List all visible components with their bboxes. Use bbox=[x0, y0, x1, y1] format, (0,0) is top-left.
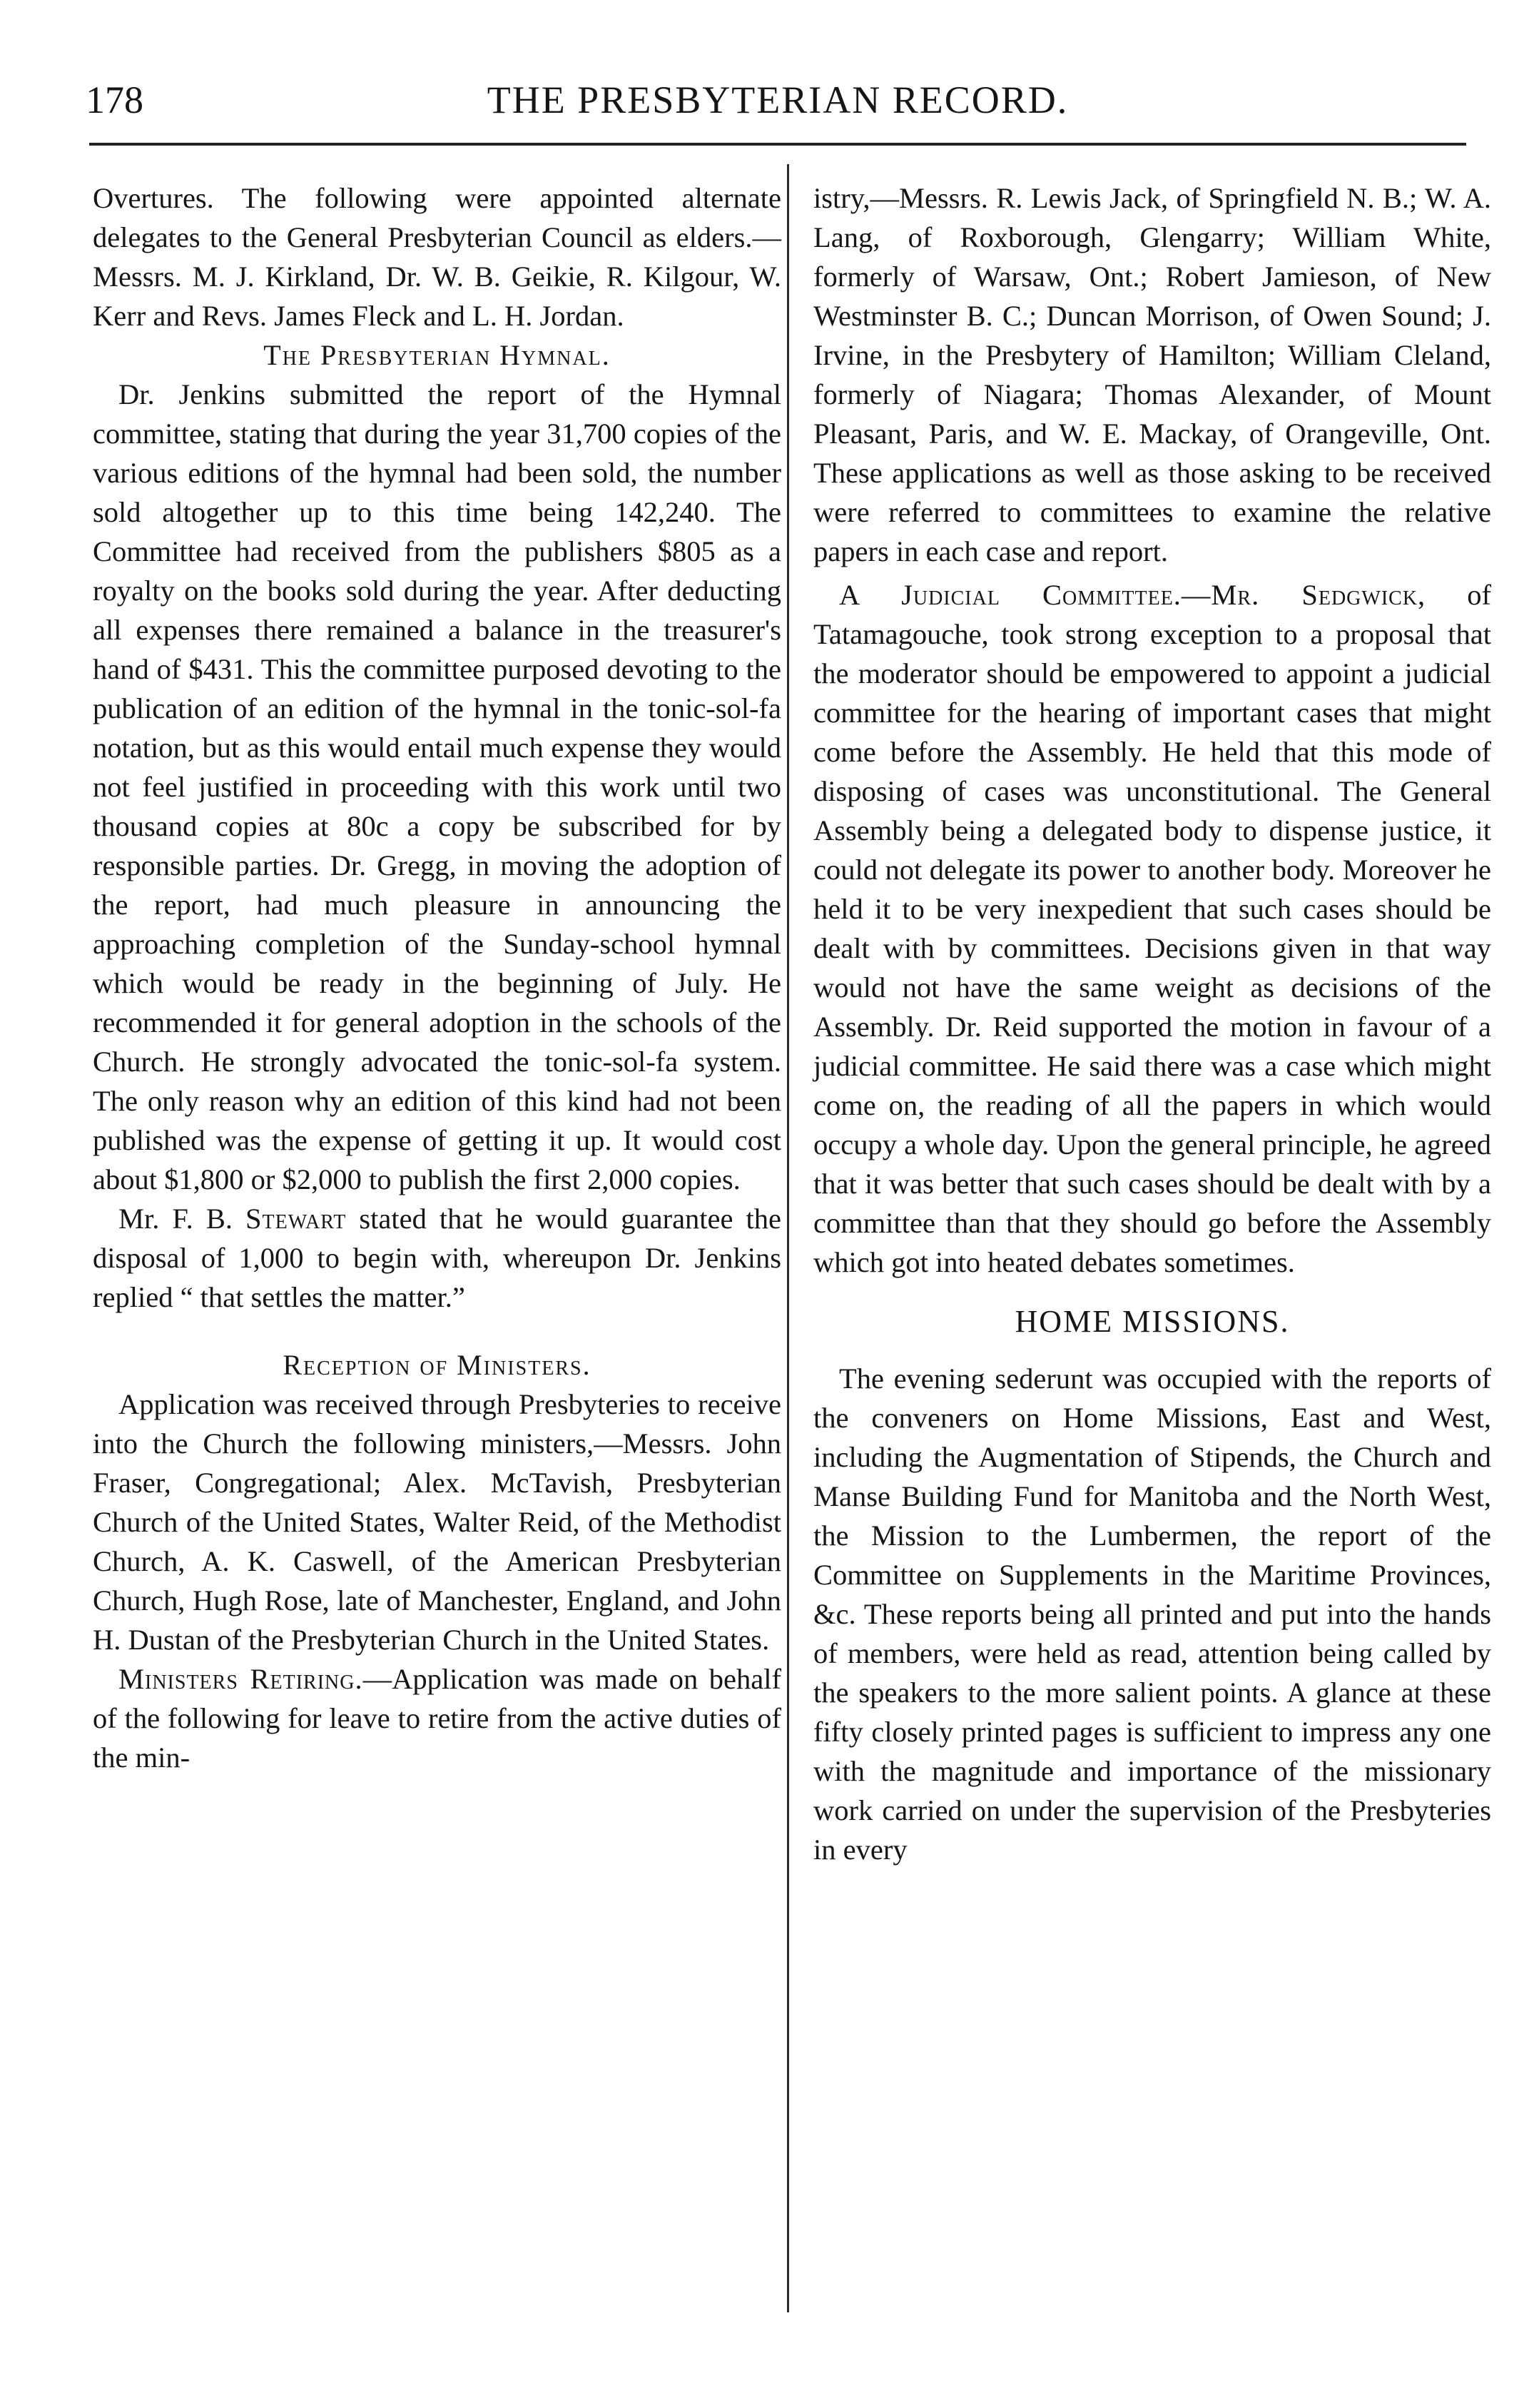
home-missions-paragraph: The evening sederunt was occupied with the reports of the conveners on Home Missions, East and West, including the Augmentation of Stipends, the Church and Manse Building Fund for Manitoba and the North West, the Mission to the Lumbermen, the report of the Committee on Supplements in the Maritime Provinces, &c. These reports being all printed and put into the hands of members, were held as read, attention being called by the speakers to the more salient points. A glance at these fifty closely printed pages is sufficient to impress any one with the magnitude and importance of the missionary work carried on under the supervision of the Presbyteries in every bbox=[813, 1362, 1491, 1866]
stewart-rest: stated that he would guarantee the disposal of 1,000 to begin with, whereupon Dr. Jenkins replied “ that settles the matter.” bbox=[93, 1203, 781, 1313]
header-rule bbox=[89, 143, 1466, 146]
home-missions-heading: HOME MISSIONS. bbox=[1015, 1304, 1290, 1339]
judicial-committee-lead: A Judicial Committee. bbox=[839, 579, 1182, 611]
hymnal-heading: The Presbyterian Hymnal. bbox=[263, 339, 611, 371]
column-rule bbox=[787, 164, 789, 2312]
ministers-retiring-lead: Ministers Retiring. bbox=[118, 1663, 363, 1695]
right-column bbox=[813, 178, 1491, 1869]
stewart-lead: Mr. F. B. bbox=[118, 1203, 233, 1235]
stewart-name: Stewart bbox=[245, 1203, 347, 1235]
ministers-retiring-paragraph bbox=[93, 1659, 781, 1777]
ministry-continuation-paragraph: istry,—Messrs. R. Lewis Jack, of Springfield N. B.; W. A. Lang, of Roxborough, Glengarry; William White, formerly of Warsaw, Ont.; Robert Jamieson, of New Westminster B. C.; Duncan Morrison, of Owen Sound; J. Irvine, in the Presbytery of Hamilton; William Cleland, formerly of Niagara; Thomas Alexander, of Mount Pleasant, Paris, and W. E. Mackay, of Orangeville, Ont. These applications as well as those asking to be received were referred to committees to examine the relative papers in each case and report. bbox=[813, 182, 1491, 567]
running-title: THE PRESBYTERIAN RECORD. bbox=[487, 79, 1069, 121]
reception-heading: Reception of Ministers. bbox=[283, 1349, 591, 1381]
judicial-committee-paragraph bbox=[813, 575, 1491, 1282]
page-number: 178 bbox=[86, 79, 143, 121]
left-column bbox=[93, 178, 781, 1777]
page-header bbox=[86, 71, 1470, 136]
judicial-committee-name: —Mr. Sedgwick, bbox=[1181, 579, 1426, 611]
stewart-paragraph bbox=[93, 1199, 781, 1317]
overtures-paragraph: Overtures. The following were appointed alternate delegates to the General Presbyterian Council as elders.—Messrs. M. J. Kirkland, Dr. W. B. Geikie, R. Kilgour, W. Kerr and Revs. James Fleck and L. H. Jordan. bbox=[93, 182, 781, 332]
ministers-retiring-rest: —Application was made on behalf of the following for leave to retire from the active duties of the min- bbox=[93, 1663, 781, 1774]
reception-paragraph: Application was received through Presbyteries to receive into the Church the following ministers,—Messrs. John Fraser, Congregational; Alex. McTavish, Presbyterian Church of the United States, Walter Reid, of the Methodist Church, A. K. Caswell, of the American Presbyterian Church, Hugh Rose, late of Manchester, England, and John H. Dustan of the Presbyterian Church in the United States. bbox=[93, 1388, 781, 1656]
judicial-committee-rest: of Tatamagouche, took strong exception to a proposal that the moderator should be empowered to appoint a judicial committee for the hearing of important cases that might come before the Assembly. He held that this mode of disposing of cases was unconstitutional. The General Assembly being a delegated body to dispense justice, it could not delegate its power to another body. Moreover he held it to be very inexpedient that such cases should be dealt with by committees. Decisions given in that way would not have the same weight as decisions of the Assembly. Dr. Reid supported the motion in favour of a judicial committee. He said there was a case which might come on, the reading of all the papers in which would occupy a whole day. Upon the general principle, he agreed that it was better that such cases should be dealt with by a committee than that they should go before the Assembly which got into heated debates sometimes. bbox=[813, 579, 1492, 1278]
hymnal-paragraph: Dr. Jenkins submitted the report of the Hymnal committee, stating that during the year 31,700 copies of the various editions of the hymnal had been sold, the number sold altogether up to this time being 142,240. The Committee had received from the publishers $805 as a royalty on the books sold during the year. After deducting all expenses there remained a balance in the treasurer's hand of $431. This the committee purposed devoting to the publication of an edition of the hymnal in the tonic-sol-fa notation, but as this would entail much expense they would not feel justified in proceeding with this work until two thousand copies at 80c a copy be subscribed for by responsible parties. Dr. Gregg, in moving the adoption of the report, had much pleasure in announcing the approaching completion of the Sunday-school hymnal which would be ready in the beginning of July. He recommended it for general adoption in the schools of the Church. He strongly advocated the tonic-sol-fa system. The only reason why an edition of this kind had not been published was the expense of getting it up. It would cost about $1,800 or $2,000 to publish the first 2,000 copies. bbox=[93, 378, 781, 1195]
